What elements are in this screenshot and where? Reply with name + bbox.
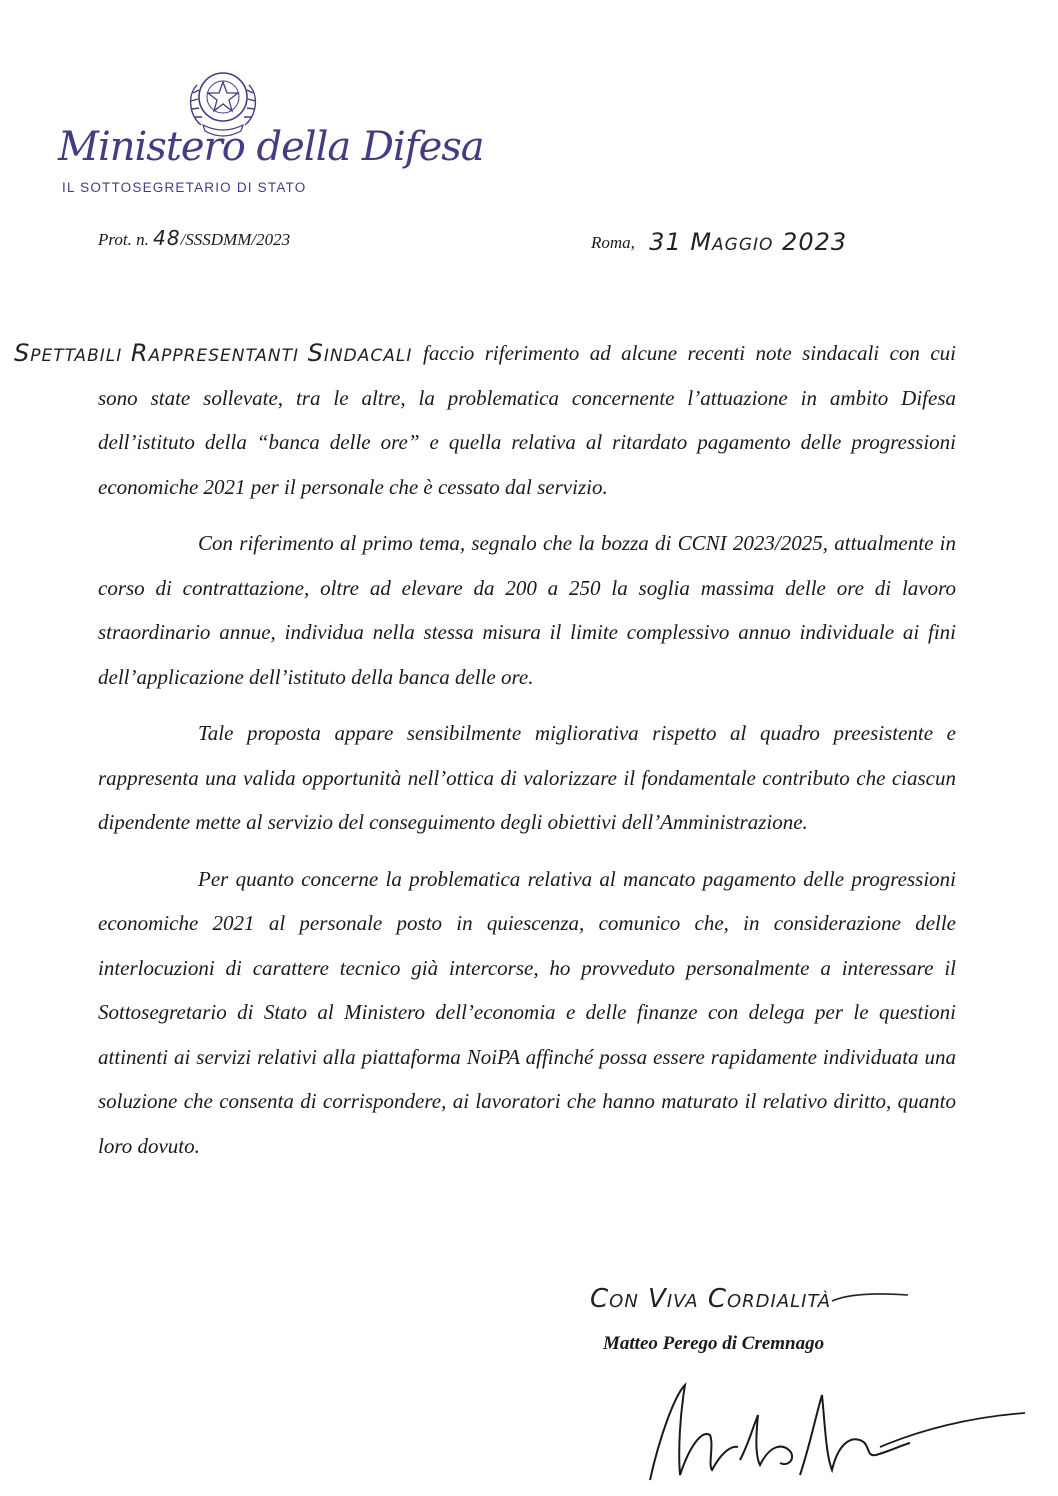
protocol-line [98, 226, 290, 250]
letter-body [98, 331, 956, 1168]
closing-underline [830, 1287, 910, 1312]
place: Roma, [591, 233, 635, 252]
ministry-name: Ministero della Difesa [58, 124, 484, 170]
paragraph-3: Tale proposta appare sensibilmente migliorativa rispetto al quadro preesistente e rappresenta una valida opportunità nell’ottica di valorizzare il fondamentale contributo che ciascun dipendente mette al servizio del conseguimento degli obiettivi dell’Amministrazione. [98, 721, 956, 834]
paragraph-4: Per quanto concerne la problematica relativa al mancato pagamento delle progressioni economiche 2021 al personale posto in quiescenza, comunico che, in considerazione delle interlocuzioni di carattere tecnico già intercorse, ho provveduto personalmente a interessare il Sottosegretario di Stato al Ministero dell’economia e delle finanze con delega per le questioni attinenti ai servizi relativi alla piattaforma NoiPA affinché possa essere rapidamente individuata una soluzione che consenta di corrispondere, ai lavoratori che hanno maturato il relativo diritto, quanto loro dovuto. [98, 866, 956, 1158]
paragraph-2: Con riferimento al primo tema, segnalo che la bozza di CCNI 2023/2025, attualmente in corso di contrattazione, oltre ad elevare da 200 a 250 la soglia massima delle ore di lavoro straordinario annue, individua nella stessa misura il limite complessivo annuo individuale ai fini dell’applicazione dell’istituto della banca delle ore. [98, 531, 956, 689]
handwritten-signature-icon [640, 1375, 1030, 1490]
protocol-number: 48 [153, 226, 181, 250]
signer-name: Matteo Perego di Cremnago [603, 1333, 825, 1354]
protocol-suffix: /SSSDMM/2023 [180, 230, 291, 249]
protocol-prefix: Prot. n. [98, 230, 149, 249]
paragraph-1: faccio riferimento ad alcune recenti note sindacali con cui sono state sollevate, tra le altre, la problematica concernente l’attuazione in ambito Difesa dell’istituto della “banca delle ore” e quella relativa al ritardato pagamento delle progressioni economiche 2021 per il personale che è cessato dal servizio. [98, 341, 956, 499]
office-title: IL SOTTOSEGRETARIO DI STATO [62, 180, 307, 195]
place-date-line [591, 226, 847, 254]
date: 31 Maggio 2023 [649, 228, 848, 256]
closing-greeting: Con Viva Cordialità [590, 1284, 832, 1314]
salutation: Spettabili Rappresentanti Sindacali [14, 339, 413, 367]
